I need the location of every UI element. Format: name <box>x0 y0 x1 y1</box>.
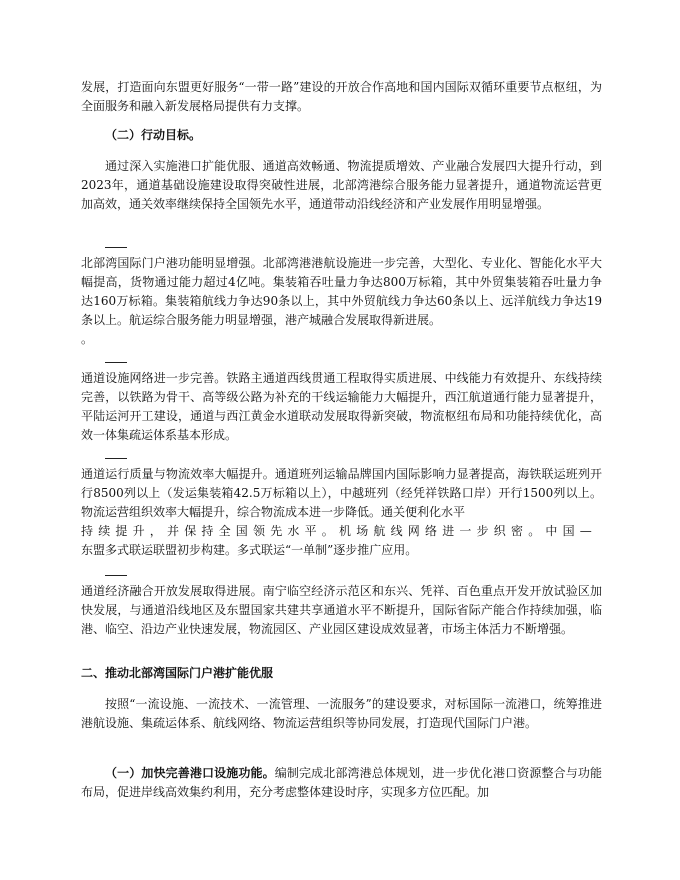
goal-item-port: 北部湾国际门户港功能明显增强。北部湾港港航设施进一步完善，大型化、专业化、智能化水平大幅提高，货物通过能力超过4亿吨。集装箱吞吐量力争达800万标箱，其中外贸集装箱吞吐量力争达160万标箱。集装箱航线力争达90条以上，其中外贸航线力争达60条以上、远洋航线力争达19条以上。航运综合服务能力明显增强，港产城融合发展取得新进展。 <box>81 256 602 327</box>
goal-item-network: 通道设施网络进一步完善。铁路主通道西线贯通工程取得实质进展、中线能力有效提升、东线持续完善，以铁路为骨干、高等级公路为补充的干线运输能力大幅提升，西江航道通行能力显著提升，平陆运河开工建设，通道与西江黄金水道联动发展取得新突破，物流枢纽布局和功能持续优化，高效一体集疏运体系基本形成。 <box>81 371 602 442</box>
intro-paragraph-tail: 发展，打造面向东盟更好服务“一带一路”建设的开放合作高地和国内国际双循环重要节点枢纽，为全面服务和融入新发展格局提供有力支撑。 <box>81 80 602 113</box>
dash-separator <box>105 362 127 363</box>
section-goal-heading: （二）行动目标。 <box>105 128 202 142</box>
subsection-1-heading: （一）加快完善港口设施功能。 <box>105 766 275 780</box>
goal-item-economy: 通道经济融合开放发展取得进展。南宁临空经济示范区和东兴、凭祥、百色重点开发开放试验区加快发展，与通道沿线地区及东盟国家共建共享通道水平不断提升，国际省际产能合作持续加强，临港、临空、沿边产业快速发展，物流园区、产业园区建设成效显著，市场主体活力不断增强。 <box>81 584 602 636</box>
section-2-heading: 二、推动北部湾国际门户港扩能优服 <box>81 666 274 680</box>
goal-item-operation-line-last: 东盟多式联运联盟初步构建。多式联运“一单制”逐步推广应用。 <box>81 543 418 557</box>
goal-item-operation-lines: 通道运行质量与物流效率大幅提升。通道班列运输品牌国内国际影响力显著提高，海铁联运班列开行8500列以上（发运集装箱42.5万标箱以上），中越班列（经凭祥铁路口岸）开行1500列以上。物流运营组织效率大幅提升，综合物流成本进一步降低。通关便利化水平 <box>81 467 602 519</box>
subsection-1-text: 编制完成北部湾港总体规划，进一步优化港口资源整合与功能布局，促进岸线高效集约利用，充分考虑整体建设时序，实现多方位匹配。加 <box>81 766 602 799</box>
goal-paragraph: 通过深入实施港口扩能优服、通道高效畅通、物流提质增效、产业融合发展四大提升行动，到2023年，通道基础设施建设取得突破性进展，北部湾港综合服务能力显著提升，通道物流运营更加高效，通关效率继续保持全国领先水平，通道带动沿线经济和产业发展作用明显增强。 <box>81 159 602 211</box>
section-2-paragraph: 按照“一流设施、一流技术、一流管理、一流服务”的建设要求，对标国际一流港口，统筹推进港航设施、集疏运体系、航线网络、物流运营组织等协同发展，打造现代国际门户港。 <box>81 697 602 730</box>
goal-item-operation <box>81 465 602 560</box>
subsection-1-paragraph <box>81 764 602 802</box>
goal-item-port-tail: 。 <box>81 332 94 346</box>
dash-separator <box>105 458 127 459</box>
dash-separator <box>105 247 127 248</box>
goal-item-operation-line-spaced: 持续提升，并保持全国领先水平。机场航线网络进一步织密。中国— <box>81 524 598 538</box>
dash-separator <box>105 575 127 576</box>
